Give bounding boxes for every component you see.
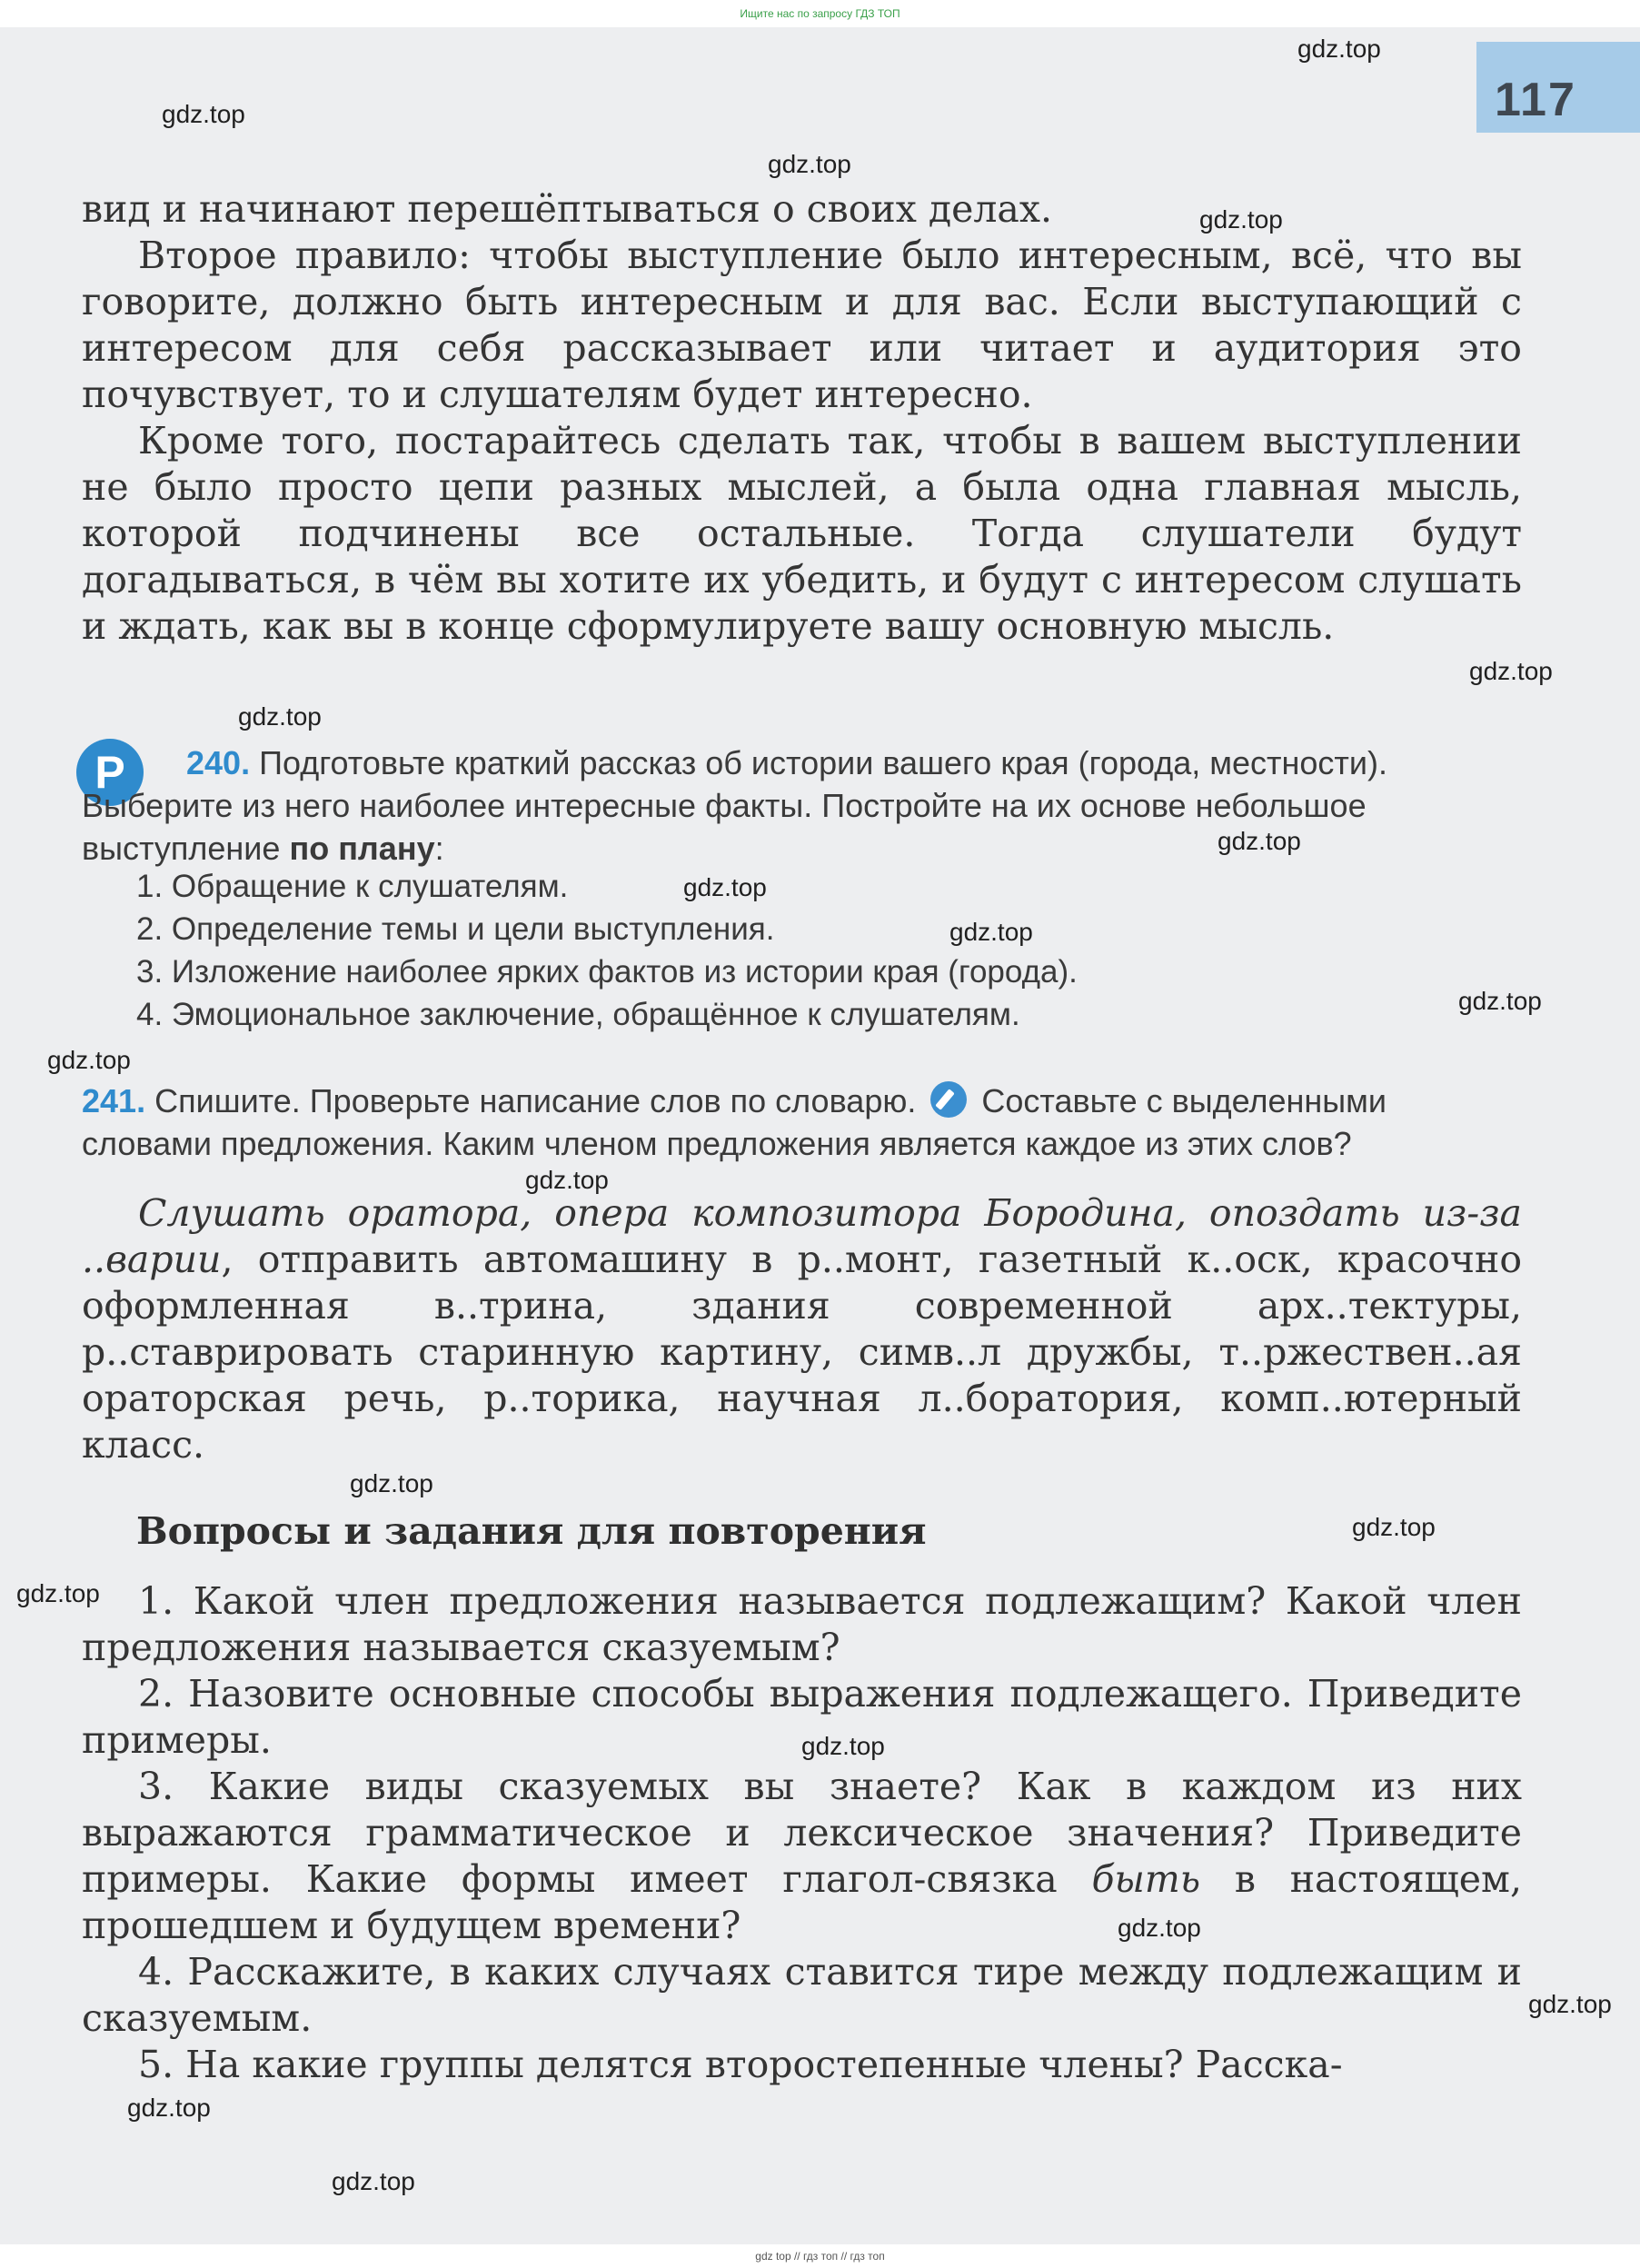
- plan-item: 4. Эмоциональное заключение, обращённое к слушателям.: [136, 997, 1020, 1032]
- watermark: gdz.top: [1118, 1914, 1201, 1942]
- question-3-b: в настоящем, прошедшем и будущем времени?: [82, 1857, 1522, 1947]
- watermark: gdz.top: [47, 1046, 131, 1074]
- exercise-241-italic: Слушать оратора, опера композитора Бородина, опоздать из-за ..варии: [82, 1191, 1522, 1281]
- exercise-241-text-b: Составьте с выделенными словами предложения. Каким членом предложения является каждое из этих слов?: [82, 1082, 1387, 1162]
- top-notice: Ищите нас по запросу ГДЗ ТОП: [740, 7, 900, 20]
- watermark: gdz.top: [1218, 827, 1301, 855]
- exercise-241-rest: , отправить автомашину в р..монт, газетный к..оск, красочно оформленная в..трина, здания современной арх..тектуры, р..ставрировать старинную картину, симв..л дружбы, т..ржествен..ая ораторская речь, р..торика, научная л..боратория, комп..ютерный класс.: [82, 1238, 1522, 1467]
- plan-item: 2. Определение темы и цели выступления.: [136, 911, 775, 947]
- exercise-241-number: 241.: [82, 1082, 146, 1119]
- watermark: gdz.top: [1297, 35, 1381, 63]
- paragraph-1: вид и начинают перешёптываться о своих делах.: [82, 187, 1053, 231]
- watermark: gdz.top: [949, 918, 1033, 946]
- watermark: gdz.top: [1458, 987, 1542, 1015]
- exercise-240-colon: :: [434, 830, 444, 867]
- dictionary-icon: [930, 1081, 967, 1118]
- watermark: gdz.top: [525, 1166, 609, 1194]
- exercise-241-body: [82, 1190, 1522, 1468]
- watermark: gdz.top: [683, 873, 767, 901]
- paragraph-3: Кроме того, постарайтесь сделать так, чтобы в вашем выступлении не было просто цепи разных мыслей, а была одна главная мысль, которой подчинены все остальные. Тогда слушатели будут догадываться, в чём вы хотите их убедить, и будут с интересом слушать и ждать, как вы в конце сформулируете вашу основную мысль.: [82, 419, 1522, 648]
- paragraph-2: Второе правило: чтобы выступление было интересным, всё, что вы говорите, должно быть интересным и для вас. Если выступающий с интересом для себя рассказывает или читает и аудитория это почувствует, то и слушателям будет интересно.: [82, 234, 1522, 416]
- question-3-a: 3. Какие виды сказуемых вы знаете? Как в каждом из них выражаются грамматическое и лексическое значения? Приведите примеры. Какие формы имеет глагол-связка: [82, 1765, 1522, 1901]
- review-questions: [82, 1578, 1522, 2088]
- bottom-notice: gdz top // гдз топ // гдз топ: [755, 2250, 885, 2263]
- question-3: [82, 1764, 1522, 1949]
- exercise-241-text-a: Спишите. Проверьте написание слов по словарю.: [154, 1082, 917, 1119]
- question-2: 2. Назовите основные способы выражения подлежащего. Приведите примеры.: [82, 1672, 1522, 1762]
- exercise-240-number: 240.: [186, 744, 251, 781]
- question-5: 5. На какие группы делятся второстепенные члены? Расска-: [138, 2043, 1343, 2086]
- watermark: gdz.top: [332, 2167, 415, 2195]
- page-number: 117: [1495, 74, 1576, 126]
- review-heading: Вопросы и задания для повторения: [136, 1509, 927, 1553]
- watermark: gdz.top: [1528, 1990, 1612, 2018]
- exercise-240-plan: [136, 865, 1499, 1036]
- watermark: gdz.top: [238, 702, 322, 731]
- exercise-240-bold: по плану: [289, 830, 435, 867]
- exercise-240: [82, 741, 1522, 870]
- exercise-241: [82, 1079, 1522, 1165]
- watermark: gdz.top: [162, 100, 245, 128]
- question-4: 4. Расскажите, в каких случаях ставится тире между подлежащим и сказуемым.: [82, 1950, 1522, 2040]
- watermark: gdz.top: [350, 1469, 433, 1497]
- speech-badge-icon: Р: [76, 739, 144, 806]
- watermark: gdz.top: [127, 2094, 211, 2122]
- watermark: gdz.top: [1199, 205, 1283, 234]
- watermark: gdz.top: [801, 1732, 885, 1760]
- watermark: gdz.top: [1469, 657, 1553, 685]
- question-1: 1. Какой член предложения называется подлежащим? Какой член предложения называется сказуемым?: [82, 1579, 1522, 1669]
- exercise-240-text: Подготовьте краткий рассказ об истории вашего края (города, местности). Выберите из него наиболее интересные факты. Постройте на их основе небольшое выступление: [82, 744, 1388, 867]
- plan-item: 3. Изложение наиболее ярких фактов из истории края (города).: [136, 954, 1078, 990]
- paragraph-intro: [82, 186, 1522, 650]
- watermark: gdz.top: [1352, 1513, 1436, 1541]
- plan-item: 1. Обращение к слушателям.: [136, 869, 569, 904]
- question-3-italic: быть: [1091, 1857, 1201, 1901]
- watermark: gdz.top: [768, 150, 851, 178]
- watermark: gdz.top: [16, 1579, 100, 1607]
